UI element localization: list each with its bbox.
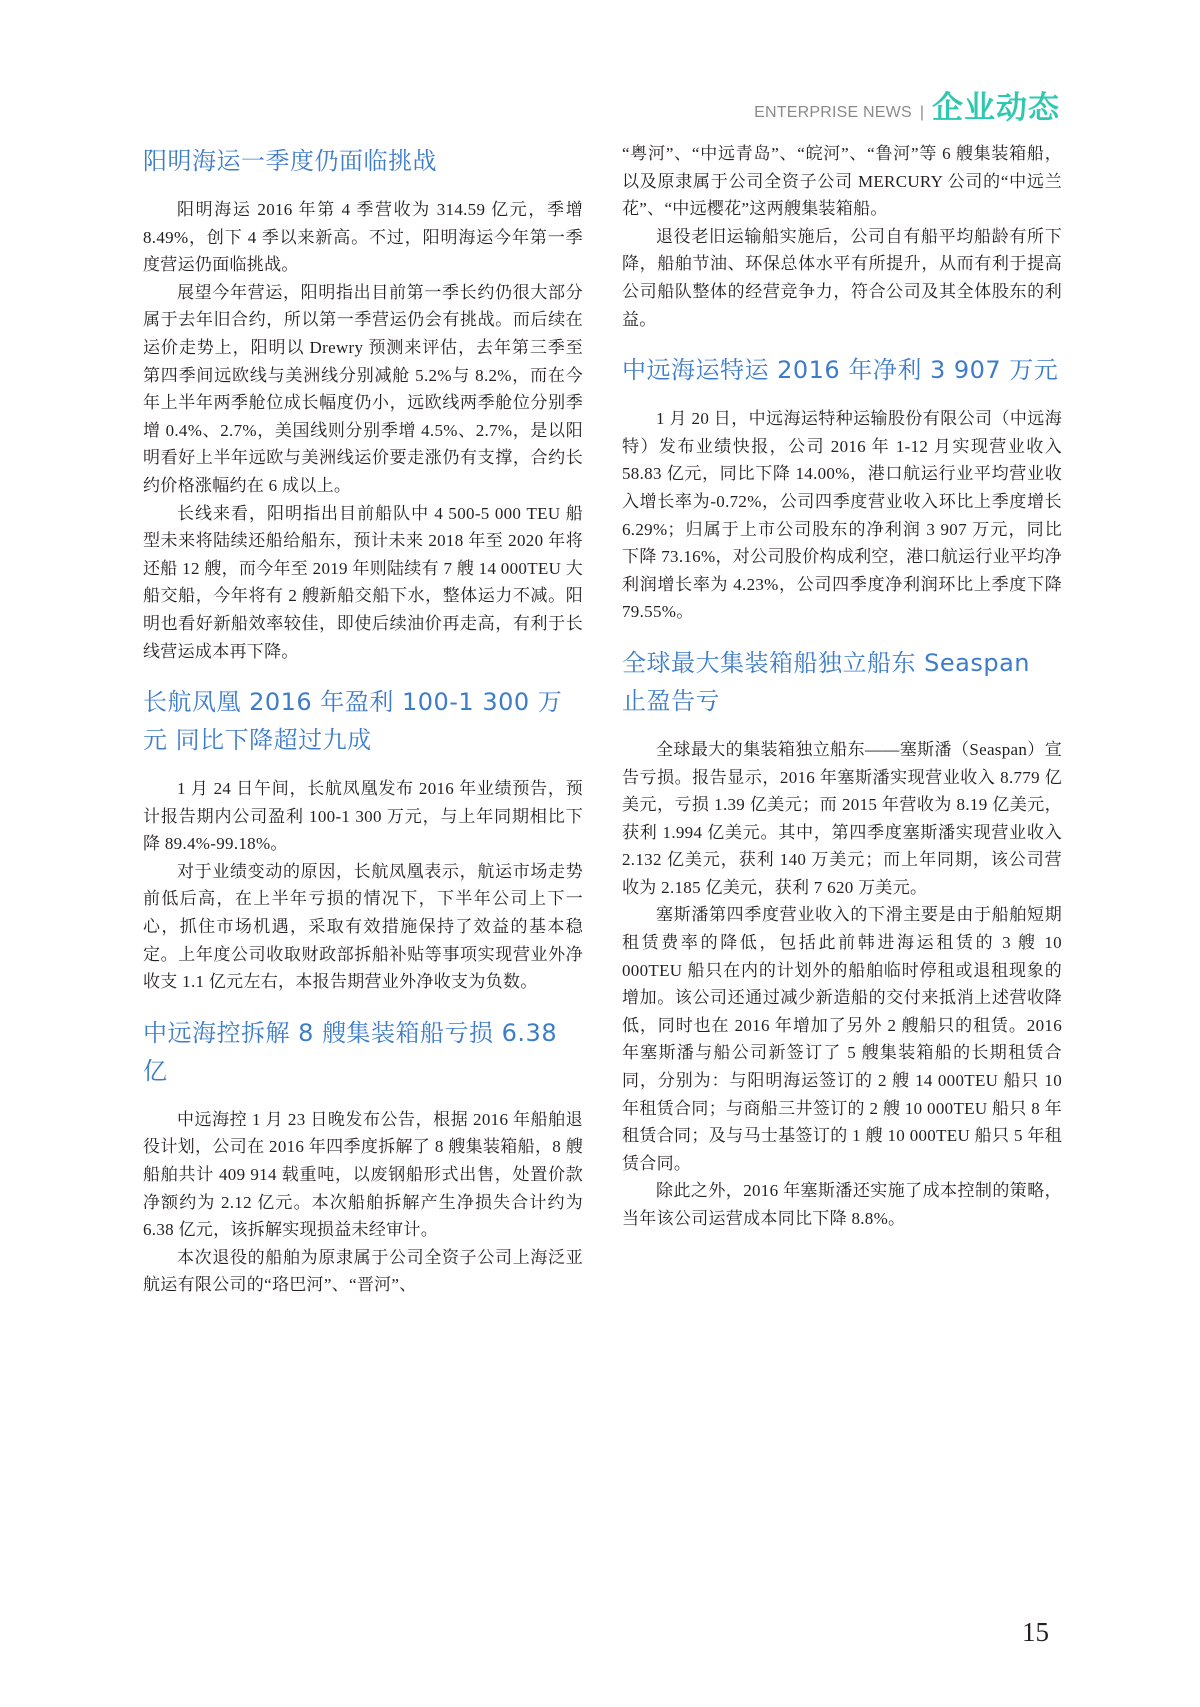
article-cosco-special-shipping	[622, 351, 1062, 626]
article-paragraph: 全球最大的集装箱独立船东——塞斯潘（Seaspan）宣告亏损。报告显示，2016 年塞斯潘实现营业收入 8.779 亿美元，亏损 1.39 亿美元；而 2015 年营收为 8.19 亿美元，获利 1.994 亿美元。其中，第四季度塞斯潘实现营业收入 2.132 亿美元，获利 140 万美元；而上年同期，该公司营收为 2.185 亿美元，获利 7 620 万美元。	[622, 739, 1062, 897]
section-label-cn: 企业动态	[932, 90, 1060, 126]
article-cosco-scrapping-continued	[622, 140, 1062, 333]
article-title: 阳明海运一季度仍面临挑战	[143, 147, 437, 175]
article-paragraph: 长线来看，阳明指出目前船队中 4 500-5 000 TEU 船型未来将陆续还船给船东，预计未来 2018 年至 2020 年将还船 12 艘，而今年至 2019 年则陆续有 7 艘 14 000TEU 大船交船，今年将有 2 艘新船交船下水，整体运力不减。阳明也看好新船效率较佳，即使后续油价再走高，有利于长线营运成本再下降。	[143, 503, 583, 661]
article-paragraph: 展望今年营运，阳明指出目前第一季长约仍很大部分属于去年旧合约，所以第一季营运仍会有挑战。而后续在运价走势上，阳明以 Drewry 预测来评估，去年第三季至第四季间远欧线与美洲线分别减舱 5.2%与 8.2%，而在今年上半年两季舱位成长幅度仍小，远欧线两季舱位分别季增 0.4%、2.7%，美国线则分别季增 4.5%、2.7%，是以阳明看好上半年远欧与美洲线运价要走涨仍有支撑，合约长约价格涨幅约在 6 成以上。	[143, 282, 583, 495]
page-number: 15	[1022, 1617, 1049, 1647]
article-paragraph: 退役老旧运输船实施后，公司自有船平均船龄有所下降，船舶节油、环保总体水平有所提升，从而有利于提高公司船队整体的经营竞争力，符合公司及其全体股东的利益。	[622, 226, 1062, 329]
article-paragraph: 除此之外，2016 年塞斯潘还实施了成本控制的策略，当年该公司运营成本同比下降 8.8%。	[622, 1181, 1062, 1228]
article-title: 中远海运特运 2016 年净利 3 907 万元	[622, 356, 1059, 385]
article-title: 全球最大集装箱船独立船东 Seaspan 止盈告亏	[622, 648, 1030, 715]
article-paragraph: 本次退役的船舶为原隶属于公司全资子公司上海泛亚航运有限公司的“珞巴河”、“晋河”、	[143, 1247, 583, 1295]
article-paragraph: 中远海控 1 月 23 日晚发布公告，根据 2016 年船舶退役计划，公司在 2016 年四季度拆解了 8 艘集装箱船，8 艘船舶共计 409 914 载重吨，以废钢船形式出售，处置价款净额约为 2.12 亿元。本次船舶拆解产生净损失合计约为 6.38 亿元，该拆解实现损益未经审计。	[143, 1109, 583, 1240]
article-paragraph: 阳明海运 2016 年第 4 季营收为 314.59 亿元，季增 8.49%，创下 4 季以来新高。不过，阳明海运今年第一季度营运仍面临挑战。	[143, 200, 583, 275]
article-yangming	[143, 142, 583, 665]
article-paragraph: 1 月 20 日，中远海运特种运输股份有限公司（中远海特）发布业绩快报，公司 2016 年 1-12 月实现营业收入 58.83 亿元，同比下降 14.00%，港口航运行业平均营业收入增长率为-0.72%，公司四季度营业收入环比上季度增长 6.29%；归属于上市公司股东的净利润 3 907 万元，同比下降 73.16%，对公司股价构成利空，港口航运行业平均净利润增长率为 4.23%，公司四季度净利润环比上季度下降 79.55%。	[622, 409, 1062, 622]
right-column	[622, 140, 1062, 1233]
article-title: 长航凤凰 2016 年盈利 100-1 300 万元 同比下降超过九成	[143, 688, 563, 755]
article-paragraph: 1 月 24 日午间，长航凤凰发布 2016 年业绩预告，预计报告期内公司盈利 100-1 300 万元，与上年同期相比下降 89.4%-99.18%。	[143, 779, 583, 854]
article-seaspan	[622, 644, 1062, 1233]
left-column	[143, 142, 583, 1299]
section-header	[754, 90, 1060, 126]
article-changhang-fenghuang	[143, 683, 583, 996]
article-paragraph: 对于业绩变动的原因，长航凤凰表示，航运市场走势前低后高，在上半年亏损的情况下，下半年公司上下一心，抓住市场机遇，采取有效措施保持了效益的基本稳定。上年度公司收取财政部拆船补贴等事项实现营业外净收支 1.1 亿元左右，本报告期营业外净收支为负数。	[143, 861, 583, 992]
article-title: 中远海控拆解 8 艘集装箱船亏损 6.38 亿	[143, 1018, 558, 1085]
section-separator: |	[919, 104, 924, 121]
article-paragraph: “粤河”、“中远青岛”、“皖河”、“鲁河”等 6 艘集装箱船，以及原隶属于公司全资子公司 MERCURY 公司的“中远兰花”、“中远樱花”这两艘集装箱船。	[622, 144, 1062, 219]
section-label-en: ENTERPRISE NEWS	[754, 104, 912, 121]
article-paragraph: 塞斯潘第四季度营业收入的下滑主要是由于船舶短期租赁费率的降低，包括此前韩进海运租赁的 3 艘 10 000TEU 船只在内的计划外的船舶临时停租或退租现象的增加。该公司还通过减少新造船的交付来抵消上述营收降低，同时也在 2016 年增加了另外 2 艘船只的租赁。2016 年塞斯潘与船公司新签订了 5 艘集装箱船的长期租赁合同，分别为：与阳明海运签订的 2 艘 14 000TEU 船只 10 年租赁合同；与商船三井签订的 2 艘 10 000TEU 船只 8 年租赁合同；及与马士基签订的 1 艘 10 000TEU 船只 5 年租赁合同。	[622, 905, 1062, 1173]
article-cosco-scrapping	[143, 1014, 583, 1299]
